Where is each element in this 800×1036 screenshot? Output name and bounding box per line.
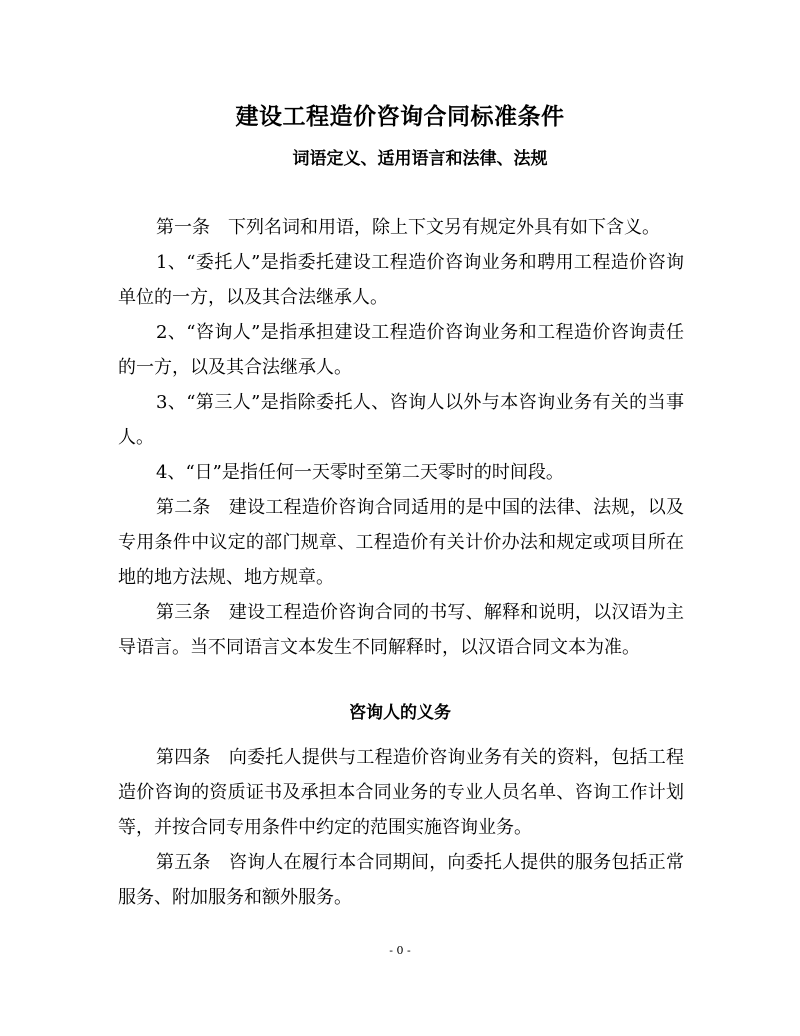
paragraph-article-2: 第二条 建设工程造价咨询合同适用的是中国的法律、法规，以及专用条件中议定的部门规章、工程造价有关计价办法和规定或项目所在地的地方法规、地方规章。 <box>118 497 684 588</box>
paragraph-definition-1: 1、“委托人”是指委托建设工程造价咨询业务和聘用工程造价咨询单位的一方，以及其合法继承人。 <box>118 252 684 308</box>
section-heading-consultant-obligations: 咨询人的义务 <box>349 703 451 723</box>
document-title: 建设工程造价咨询合同标准条件 <box>235 104 565 130</box>
page-number: - 0 - <box>389 944 411 957</box>
paragraph-definition-4: 4、“日”是指任何一天零时至第二天零时的时间段。 <box>156 462 564 483</box>
paragraph-definition-3: 3、“第三人”是指除委托人、咨询人以外与本咨询业务有关的当事人。 <box>118 392 684 448</box>
body-block-obligations <box>118 740 684 915</box>
paragraph-article-3: 第三条 建设工程造价咨询合同的书写、解释和说明，以汉语为主导语言。当不同语言文本发生不同解释时，以汉语合同文本为准。 <box>118 602 684 658</box>
paragraph-article-4: 第四条 向委托人提供与工程造价咨询业务有关的资料，包括工程造价咨询的资质证书及承担本合同业务的专业人员名单、咨询工作计划等，并按合同专用条件中约定的范围实施咨询业务。 <box>118 747 684 838</box>
document-subtitle: 词语定义、适用语言和法律、法规 <box>292 149 548 169</box>
paragraph-definition-2: 2、“咨询人”是指承担建设工程造价咨询业务和工程造价咨询责任的一方，以及其合法继承人。 <box>118 322 684 378</box>
body-block-definitions <box>118 210 684 665</box>
paragraph-article-1: 第一条 下列名词和用语，除上下文另有规定外具有如下含义。 <box>156 217 660 238</box>
paragraph-article-5: 第五条 咨询人在履行本合同期间，向委托人提供的服务包括正常服务、附加服务和额外服务。 <box>118 852 684 908</box>
